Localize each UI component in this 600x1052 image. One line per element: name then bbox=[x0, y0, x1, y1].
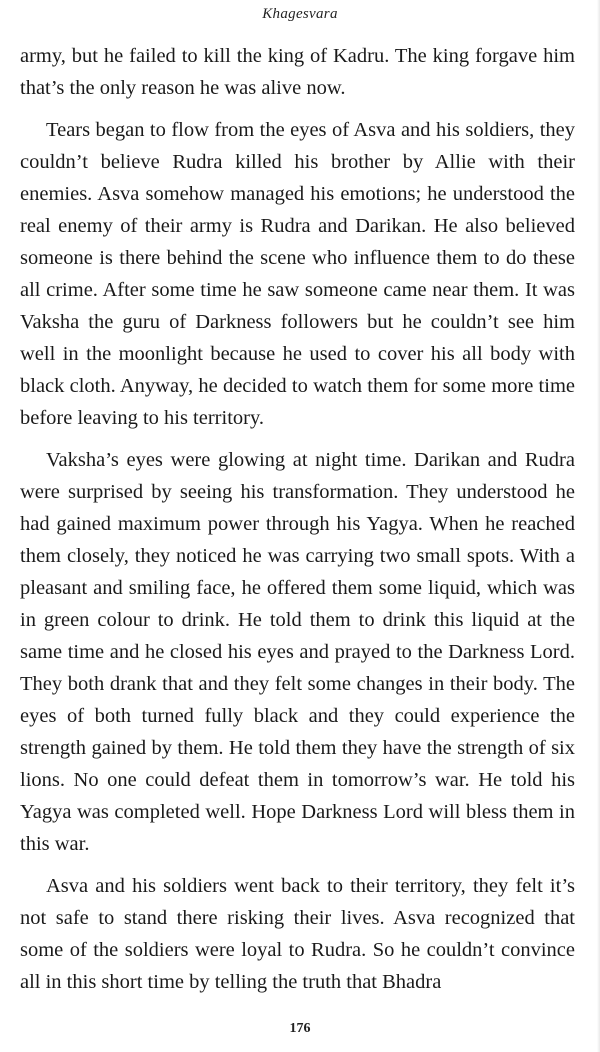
paragraph-continuation: army, but he failed to kill the king of Kadru. The king forgave him that’s the only reason he was alive now. bbox=[20, 45, 575, 99]
paragraph: Vaksha’s eyes were glowing at night time. Darikan and Rudra were surprised by seeing his transformation. They understood he had gained maximum power through his Yagya. When he reached them closely, they noticed he was carrying two small spots. With a pleasant and smiling face, he offered them some liquid, which was in green colour to drink. He told them to drink this liquid at the same time and he closed his eyes and prayed to the Darkness Lord. They both drank that and they felt some changes in their body. The eyes of both turned fully black and they could experience the strength gained by them. He told them they have the strength of six lions. No one could defeat them in tomorrow’s war. He told his Yagya was completed well. Hope Darkness Lord will bless them in this war. bbox=[20, 449, 575, 855]
page-number: 176 bbox=[289, 1021, 311, 1036]
paragraph: Tears began to flow from the eyes of Asva and his soldiers, they couldn’t believe Rudra killed his brother by Allie with their enemies. Asva somehow managed his emotions; he understood the real enemy of their army is Rudra and Darikan. He also believed someone is there behind the scene who influence them to do these all crime. After some time he saw someone came near them. It was Vaksha the guru of Darkness followers but he couldn’t see him well in the moonlight because he used to cover his all body with black cloth. Anyway, he decided to watch them for some more time before leaving to his territory. bbox=[20, 119, 575, 429]
paragraph: Asva and his soldiers went back to their territory, they felt it’s not safe to stand there risking their lives. Asva recognized that some of the soldiers were loyal to Rudra. So he couldn’t convince all in this short time by telling the truth that Bhadra bbox=[20, 875, 575, 993]
body-text bbox=[20, 40, 575, 1008]
running-head: Khagesvara bbox=[262, 6, 338, 22]
